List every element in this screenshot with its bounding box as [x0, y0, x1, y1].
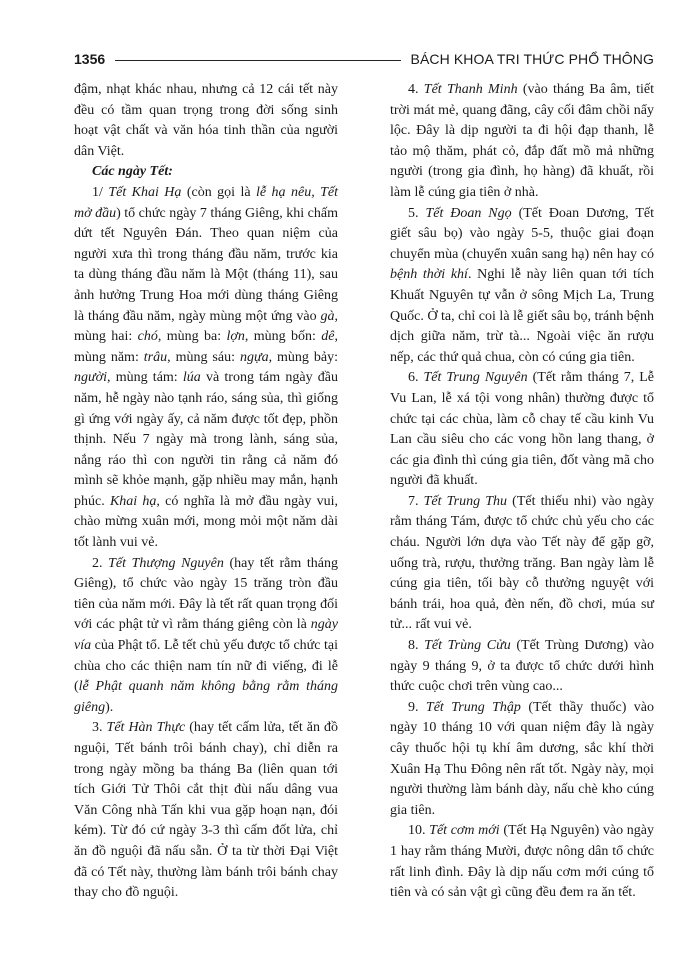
paragraph-tet-trung-thu: 7. Tết Trung Thu (Tết thiếu nhi) vào ngày rằm tháng Tám, được tổ chức chủ yếu cho các cháu. Người lớn dựa vào Tết này để gặp gỡ, uống trà, rượu, thưởng trăng. Ban ngày làm lễ cúng gia tiên, tối bày cỗ thưởng nguyệt với bánh trái, hoa quả, đèn nến, đồ chơi, múa sư tử... rất vui vẻ. [390, 493, 655, 633]
book-title: BÁCH KHOA TRI THỨC PHỔ THÔNG [410, 51, 654, 67]
paragraph-continuation: đậm, nhạt khác nhau, nhưng cả 12 cái tết này đều có tầm quan trọng trong đời sống sinh hoạt vật chất và văn hóa tinh thần của người dân Việt. [74, 82, 338, 159]
left-column [74, 80, 338, 904]
paragraph-tet-com-moi: 10. Tết cơm mới (Tết Hạ Nguyên) vào ngày 1 hay rằm tháng Mười, được nông dân tổ chức rất linh đình. Đây là dịp nấu cơm mới cúng tổ tiên và có sản vật gì cũng đều đem ra ăn tết. [390, 823, 655, 901]
page-number: 1356 [74, 51, 106, 67]
paragraph-tet-trung-nguyen: 6. Tết Trung Nguyên (Tết rằm tháng 7, Lễ Vu Lan, lễ xá tội vong nhân) thường được tổ chức tại các chùa, làm cỗ chay tế cầu kinh Vu Lan cầu siêu cho các vong hồn lang thang, ở các gia đình thì cúng gia tiên, đốt vàng mã cho người đã khuất. [390, 370, 655, 489]
paragraph-tet-trung-cuu: 8. Tết Trùng Cửu (Tết Trùng Dương) vào ngày 9 tháng 9, ở ta được tổ chức dưới hình thức cuộc chơi trên vùng cao... [390, 638, 655, 695]
paragraph-tet-khai-ha: 1/ Tết Khai Hạ (còn gọi là lễ hạ nêu, Tết mở đầu) tổ chức ngày 7 tháng Giêng, khi chấm dứt tết Nguyên Đán. Theo quan niệm của người xưa thì trong tháng đầu năm, trước kia ta dùng tháng đầu năm là Một (tháng 11), sau ảnh hưởng Trung Hoa mới dùng tháng Giêng là tháng đầu năm, ngày mùng một ứng vào gà, mùng hai: chó, mùng ba: lợn, mùng bốn: dê, mùng năm: trâu, mùng sáu: ngựa, mùng bảy: người, mùng tám: lúa và trong tám ngày đầu năm, hễ ngày nào tạnh ráo, sáng sủa, thì giống gì ứng với ngày ấy, cả năm được tốt đẹp, phồn thịnh. Nếu 7 ngày mà trong lành, sáng sủa, nắng ráo thì con người tin rằng cả năm đó mình sẽ khỏe mạnh, gặp nhiều may mắn, hạnh phúc. Khai hạ, có nghĩa là mở đầu ngày vui, chào mừng xuân mới, mong mỏi một năm dài tốt lành vui vẻ. [74, 184, 339, 551]
running-header [74, 48, 654, 70]
right-column [390, 80, 654, 904]
paragraph-tet-thanh-minh: 4. Tết Thanh Minh (vào tháng Ba âm, tiết trời mát mẻ, quang đãng, cây cối đâm chồi nẩy lộc. Đây là dịp người ta đi hội đạp thanh, lễ tảo mộ thăm, phát cỏ, đắp đất mồ mả những người (trong gia đình, họ hàng) đã khuất, rồi làm lễ cúng gia tiên ở nhà. [390, 82, 654, 200]
section-heading: Các ngày Tết: [92, 164, 173, 180]
paragraph-tet-thuong-nguyen: 2. Tết Thượng Nguyên (hay tết rằm tháng Giêng), tổ chức vào ngày 15 trăng tròn đầu tiên của năm mới. Đây là tết rất quan trọng đối với các phật tử vì rằm tháng giêng còn là ngày vía của Phật tổ. Lễ tết chủ yếu được tổ chức tại chùa cho các thiện nam tín nữ đi viếng, đi lễ (lễ Phật quanh năm không bằng rằm tháng giêng). [74, 555, 338, 715]
paragraph-tet-doan-ngo: 5. Tết Đoan Ngọ (Tết Đoan Dương, Tết giết sâu bọ) vào ngày 5-5, thuộc giai đoạn chuyển mùa (chuyển xuân sang hạ) nên hay có bệnh thời khí. Nghi lễ này liên quan tới tích Khuất Nguyên tự vẫn ở sông Mịch La, Trung Quốc. Ở ta, chỉ coi là lễ giết sâu bọ, tránh bệnh dịch giữa năm, trừ tà... Ngoài việc ăn rượu nếp, các thứ quả chua, còn có cúng gia tiên. [390, 205, 655, 365]
paragraph-tet-han-thuc: 3. Tết Hàn Thực (hay tết cấm lửa, tết ăn đồ nguội, Tết bánh trôi bánh chay), chỉ diễn ra trong ngày mồng ba tháng Ba (liên quan tới tích Giới Tử Thôi cắt thịt đùi nấu dâng vua Văn Công nhà Tấn khi vua gặp hoạn nạn, đói kém). Từ đó cứ ngày 3-3 thì cấm đốt lửa, chỉ ăn đồ nguội đã nấu sẵn. Ở ta từ thời Đại Việt đã có Tết này, thường làm bánh trôi bánh chay thay cho đồ nguội. [74, 720, 339, 901]
header-rule [115, 60, 400, 61]
paragraph-tet-trung-thap: 9. Tết Trung Thập (Tết thầy thuốc) vào ngày 10 tháng 10 với quan niệm đây là ngày cây thuốc hội tụ khí âm dương, sắc khí thời Xuân Hạ Thu Đông nên rất tốt. Ngày này, mọi người thường làm bánh dày, nấu chè kho cúng gia tiên. [390, 699, 654, 818]
